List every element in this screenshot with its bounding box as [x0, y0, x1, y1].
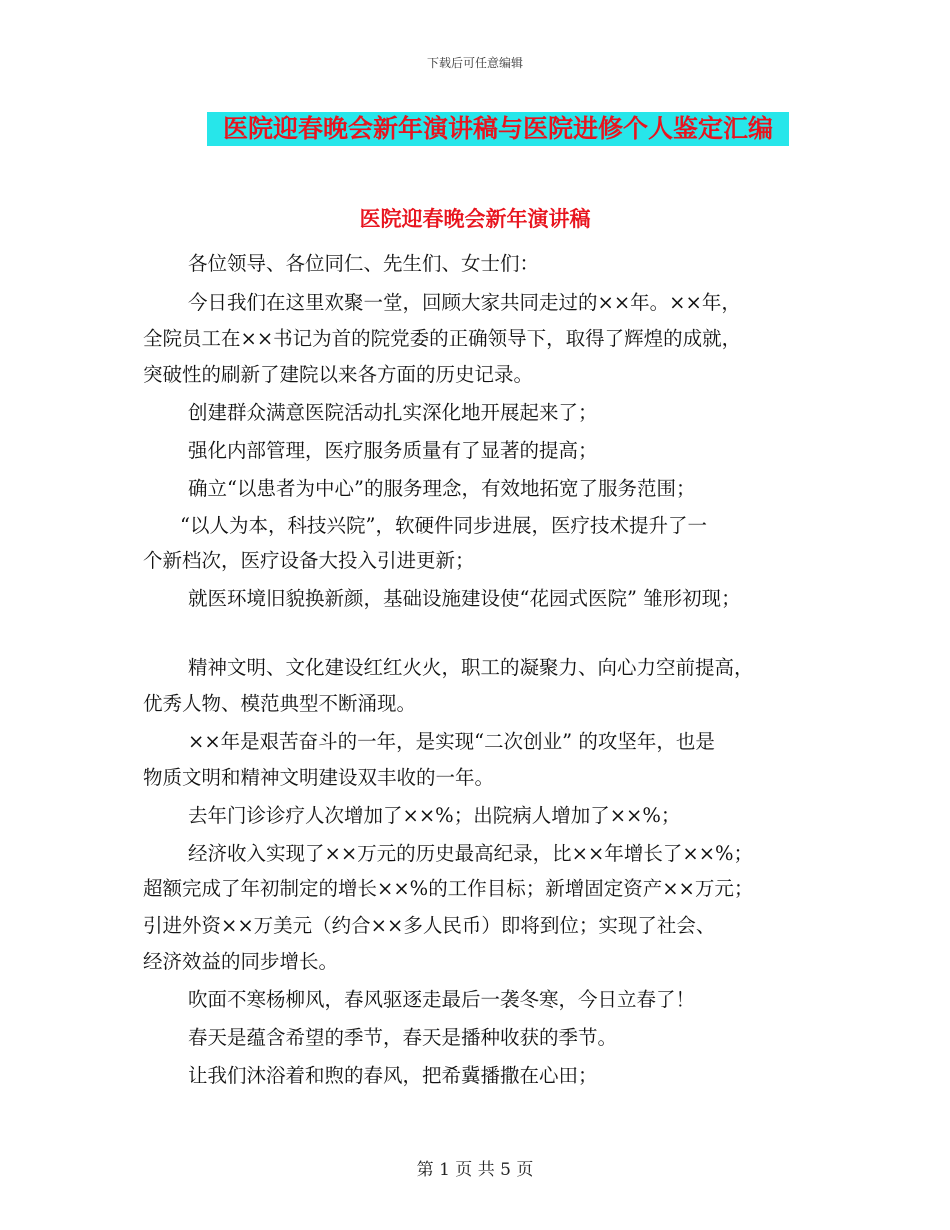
- paragraph-line: 强化内部管理，医疗服务质量有了显著的提高；: [188, 439, 598, 462]
- paragraph-line: 各位领导、各位同仁、先生们、女士们：: [188, 252, 540, 275]
- paragraph-line: 创建群众满意医院活动扎实深化地开展起来了；: [188, 401, 598, 424]
- paragraph-line: 突破性的刷新了建院以来各方面的历史记录。: [143, 363, 534, 386]
- paragraph-line: 去年门诊诊疗人次增加了××%；出院病人增加了××%；: [188, 804, 681, 827]
- paragraph-line: 物质文明和精神文明建设双丰收的一年。: [143, 766, 495, 789]
- paragraph-line: 个新档次，医疗设备大投入引进更新；: [143, 549, 475, 572]
- paragraph-line: 经济收入实现了××万元的历史最高纪录，比××年增长了××%；: [188, 842, 754, 865]
- document-title: 医院迎春晚会新年演讲稿与医院进修个人鉴定汇编: [207, 112, 789, 146]
- page-footer: 第 1 页 共 5 页: [416, 1160, 534, 1180]
- header-note: 下载后可任意编辑: [426, 56, 523, 70]
- paragraph-line: ××年是艰苦奋斗的一年，是实现“二次创业” 的攻坚年，也是: [188, 730, 715, 753]
- paragraph-line: 春天是蕴含希望的季节，春天是播种收获的季节。: [188, 1026, 618, 1049]
- paragraph-line: 精神文明、文化建设红红火火，职工的凝聚力、向心力空前提高，: [188, 656, 754, 679]
- paragraph-line: 经济效益的同步增长。: [143, 950, 339, 973]
- paragraph-line: 吹面不寒杨柳风，春风驱逐走最后一袭冬寒，今日立春了！: [188, 988, 696, 1011]
- paragraph-line: 确立“以患者为中心”的服务理念，有效地拓宽了服务范围；: [188, 477, 696, 500]
- paragraph-line: 全院员工在××书记为首的院党委的正确领导下，取得了辉煌的成就，: [143, 327, 742, 350]
- section-title: 医院迎春晚会新年演讲稿: [359, 207, 591, 231]
- paragraph-line: “以人为本，科技兴院”，软硬件同步进展，医疗技术提升了一: [180, 514, 707, 537]
- paragraph-line: 让我们沐浴着和煦的春风，把希冀播撒在心田；: [188, 1064, 598, 1087]
- paragraph-line: 超额完成了年初制定的增长××%的工作目标；新增固定资产××万元；: [143, 877, 754, 900]
- paragraph-line: 优秀人物、模范典型不断涌现。: [143, 692, 417, 715]
- paragraph-line: 就医环境旧貌换新颜，基础设施建设使“花园式医院” 雏形初现；: [188, 587, 741, 610]
- paragraph-line: 今日我们在这里欢聚一堂，回顾大家共同走过的××年。××年，: [188, 291, 741, 314]
- paragraph-line: 引进外资××万美元（约合××多人民币）即将到位；实现了社会、: [143, 914, 716, 937]
